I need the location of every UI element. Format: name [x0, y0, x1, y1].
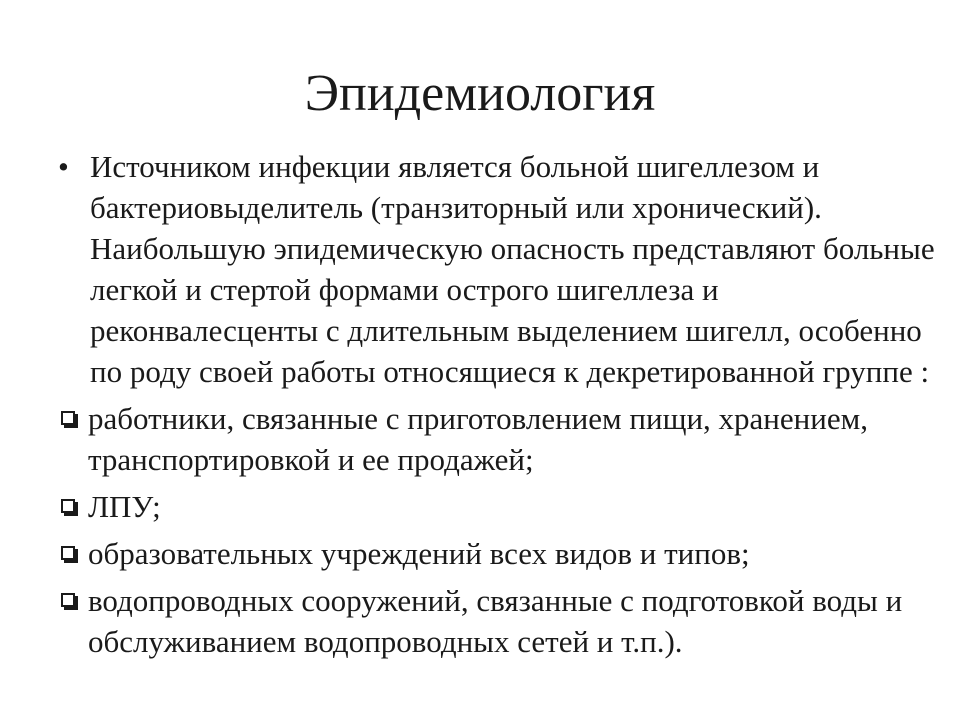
slide-title: Эпидемиология: [304, 65, 656, 122]
checklist-item-text: образовательных учреждений всех видов и типов;: [88, 536, 750, 571]
checklist-item-text: работники, связанные с приготовлением пищи, хранением, транспортировкой и ее продажей;: [88, 401, 868, 477]
checkbox-square-icon: [61, 546, 75, 560]
slide-content: [56, 146, 936, 668]
checkbox-square-icon: [61, 499, 75, 513]
bullet-text: Источником инфекции является больной шигеллезом и бактериовыделитель (транзиторный или хронический). Наибольшую эпидемическую опасность представляют больные легкой и стертой формами острого шигеллеза и реконвалесценты с длительным выделением шигелл, особенно по роду своей работы относящиеся к декретированной группе :: [90, 149, 935, 389]
checklist-item: [56, 580, 936, 662]
bullet-item: [56, 146, 936, 392]
checklist-item: [56, 533, 936, 574]
checklist-item-text: водопроводных сооружений, связанные с подготовкой воды и обслуживанием водопроводных сетей и т.п.).: [88, 583, 903, 659]
checklist-item: [56, 398, 936, 480]
checkbox-square-icon: [61, 593, 75, 607]
checklist-item-text: ЛПУ;: [88, 489, 161, 524]
bullet-marker: •: [58, 149, 69, 184]
checkbox-square-icon: [61, 411, 75, 425]
checklist-item: [56, 486, 936, 527]
